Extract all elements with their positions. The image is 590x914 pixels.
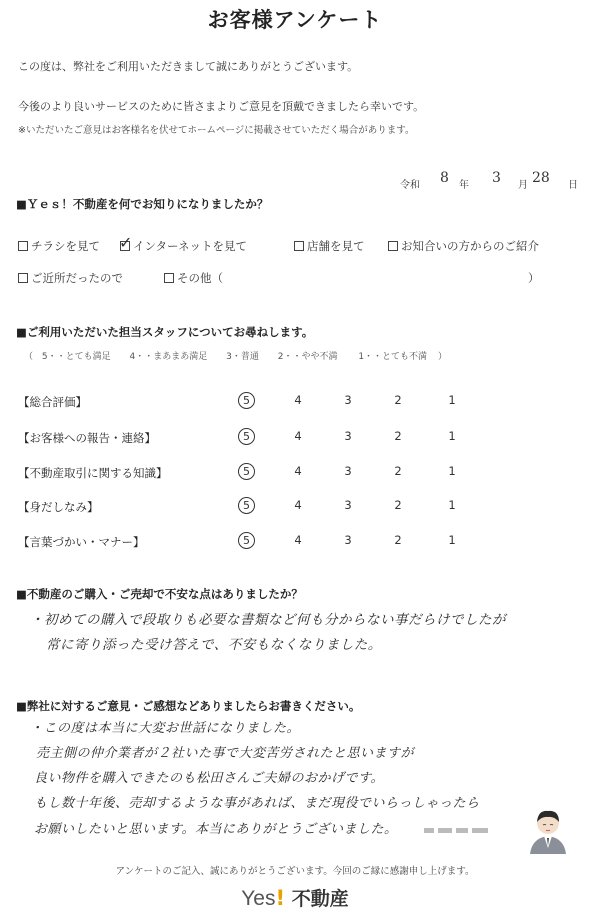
rating-scale-legend bbox=[24, 349, 447, 362]
rating-option-4[interactable]: 4 bbox=[294, 393, 302, 407]
rating-option-1[interactable]: 1 bbox=[448, 429, 456, 443]
rating-label-appearance: 【身だしなみ】 bbox=[18, 500, 99, 514]
rating-option-2[interactable]: 2 bbox=[394, 393, 402, 407]
date-year-unit: 年 bbox=[459, 180, 469, 191]
q4-heading: ■弊社に対するご意見・ご感想などありましたらお書きください。 bbox=[16, 699, 361, 713]
q4-answer-line-2: 売主側の仲介業者が２社いた事で大変苦労されたと思いますが bbox=[36, 746, 415, 761]
other-close-paren: ） bbox=[528, 271, 540, 285]
date-day-unit: 日 bbox=[568, 180, 578, 191]
option-label: ご近所だったので bbox=[31, 271, 123, 285]
rating-option-5[interactable]: 5 bbox=[238, 463, 255, 480]
scale-open: （ bbox=[24, 352, 34, 362]
option-other[interactable] bbox=[164, 270, 223, 286]
q4-answer-line-4: もし数十年後、売却するような事があれば、まだ現役でいらっしゃったら bbox=[34, 796, 480, 811]
rating-option-3[interactable]: 3 bbox=[344, 464, 352, 478]
rating-option-3[interactable]: 3 bbox=[344, 498, 352, 512]
rating-option-1[interactable]: 1 bbox=[448, 464, 456, 478]
option-label: 店舗を見て bbox=[307, 239, 365, 253]
rating-option-2[interactable]: 2 bbox=[394, 498, 402, 512]
logo-name: 不動産 bbox=[291, 888, 349, 910]
option-store[interactable] bbox=[294, 238, 365, 254]
rating-option-2[interactable]: 2 bbox=[394, 533, 402, 547]
rating-label-overall: 【総合評価】 bbox=[18, 395, 87, 409]
rating-option-5[interactable]: 5 bbox=[238, 532, 255, 549]
option-flyer[interactable] bbox=[18, 238, 100, 254]
rating-option-1[interactable]: 1 bbox=[448, 498, 456, 512]
rating-label-manners: 【言葉づかい・マナー】 bbox=[18, 535, 145, 549]
brand-logo bbox=[0, 884, 590, 911]
option-internet[interactable] bbox=[119, 233, 247, 254]
option-label: その他（ bbox=[177, 271, 223, 285]
date-month-unit: 月 bbox=[518, 180, 528, 191]
q3-answer-line-1: ・初めての購入で段取りも必要な書類など何も分からない事だらけでしたが bbox=[30, 612, 506, 628]
date-era: 令和 bbox=[400, 180, 420, 191]
rating-option-3[interactable]: 3 bbox=[344, 393, 352, 407]
option-label: お知合いの方からのご紹介 bbox=[401, 239, 539, 253]
option-neighborhood[interactable] bbox=[18, 270, 123, 286]
checkbox[interactable] bbox=[18, 241, 28, 251]
logo-yes: Yes bbox=[241, 887, 276, 910]
rating-option-4[interactable]: 4 bbox=[294, 464, 302, 478]
rating-option-3[interactable]: 3 bbox=[344, 533, 352, 547]
scale-4: 4・・まあまあ満足 bbox=[129, 352, 208, 362]
date-month: 3 bbox=[492, 170, 501, 186]
q3-heading: ■不動産のご購入・ご売却で不安な点はありましたか？ bbox=[16, 587, 303, 601]
date-day: 28 bbox=[532, 170, 550, 186]
q4-answer-line-3: 良い物件を購入できたのも松田さんご夫婦のおかげです。 bbox=[34, 771, 384, 786]
q2-heading: ■ご利用いただいた担当スタッフについてお尋ねします。 bbox=[16, 325, 314, 339]
logo-exclamation: ! bbox=[275, 886, 286, 910]
q1-heading: ■Ｙｅｓ！不動産を何でお知りになりましたか？ bbox=[16, 197, 269, 211]
check-mark-icon: ✓ bbox=[119, 233, 133, 252]
q4-answer-line-5: お願いしたいと思います。本当にありがとうございました。 bbox=[34, 822, 398, 837]
checkbox[interactable] bbox=[294, 241, 304, 251]
rating-option-2[interactable]: 2 bbox=[394, 464, 402, 478]
rating-option-4[interactable]: 4 bbox=[294, 498, 302, 512]
q4-answer-line-1: ・この度は本当に大変お世話になりました。 bbox=[30, 721, 301, 736]
scale-close: ） bbox=[437, 352, 447, 362]
intro-line-1: この度は、弊社をご利用いただきまして誠にありがとうございます。 bbox=[18, 60, 359, 73]
checkbox[interactable] bbox=[18, 273, 28, 283]
rating-option-4[interactable]: 4 bbox=[294, 533, 302, 547]
intro-note: ※いただいたご意見はお客様名を伏せてホームページに掲載させていただく場合があります。 bbox=[18, 125, 415, 136]
rating-option-1[interactable]: 1 bbox=[448, 533, 456, 547]
rating-option-5[interactable]: 5 bbox=[238, 392, 255, 409]
rating-option-3[interactable]: 3 bbox=[344, 429, 352, 443]
staff-illustration-icon bbox=[524, 806, 572, 854]
date-year: 8 bbox=[440, 170, 449, 186]
signature-redacted bbox=[424, 820, 492, 839]
footer-thanks: アンケートのご記入、誠にありがとうございます。今回のご縁に感謝申し上げます。 bbox=[115, 866, 475, 877]
option-label: チラシを見て bbox=[31, 239, 100, 253]
scale-2: 2・・やや不満 bbox=[277, 352, 338, 362]
checkbox[interactable] bbox=[388, 241, 398, 251]
rating-option-5[interactable]: 5 bbox=[238, 428, 255, 445]
scale-1: 1・・とても不満 bbox=[358, 352, 428, 362]
rating-label-reporting: 【お客様への報告・連絡】 bbox=[18, 431, 156, 445]
option-referral[interactable] bbox=[388, 238, 539, 254]
q3-answer-line-2: 常に寄り添った受け答えで、不安もなくなりました。 bbox=[46, 637, 382, 653]
rating-option-1[interactable]: 1 bbox=[448, 393, 456, 407]
rating-option-5[interactable]: 5 bbox=[238, 497, 255, 514]
rating-label-knowledge: 【不動産取引に関する知識】 bbox=[18, 466, 168, 480]
rating-option-2[interactable]: 2 bbox=[394, 429, 402, 443]
checkbox[interactable] bbox=[119, 233, 133, 252]
page-title: お客様アンケート bbox=[207, 8, 383, 32]
checkbox[interactable] bbox=[164, 273, 174, 283]
scale-3: 3・普通 bbox=[226, 352, 259, 362]
rating-option-4[interactable]: 4 bbox=[294, 429, 302, 443]
option-label: インターネットを見て bbox=[133, 239, 247, 253]
scale-5: 5・・とても満足 bbox=[41, 352, 111, 362]
intro-line-2: 今後のより良いサービスのために皆さまよりご意見を頂戴できましたら幸いです。 bbox=[18, 100, 425, 113]
